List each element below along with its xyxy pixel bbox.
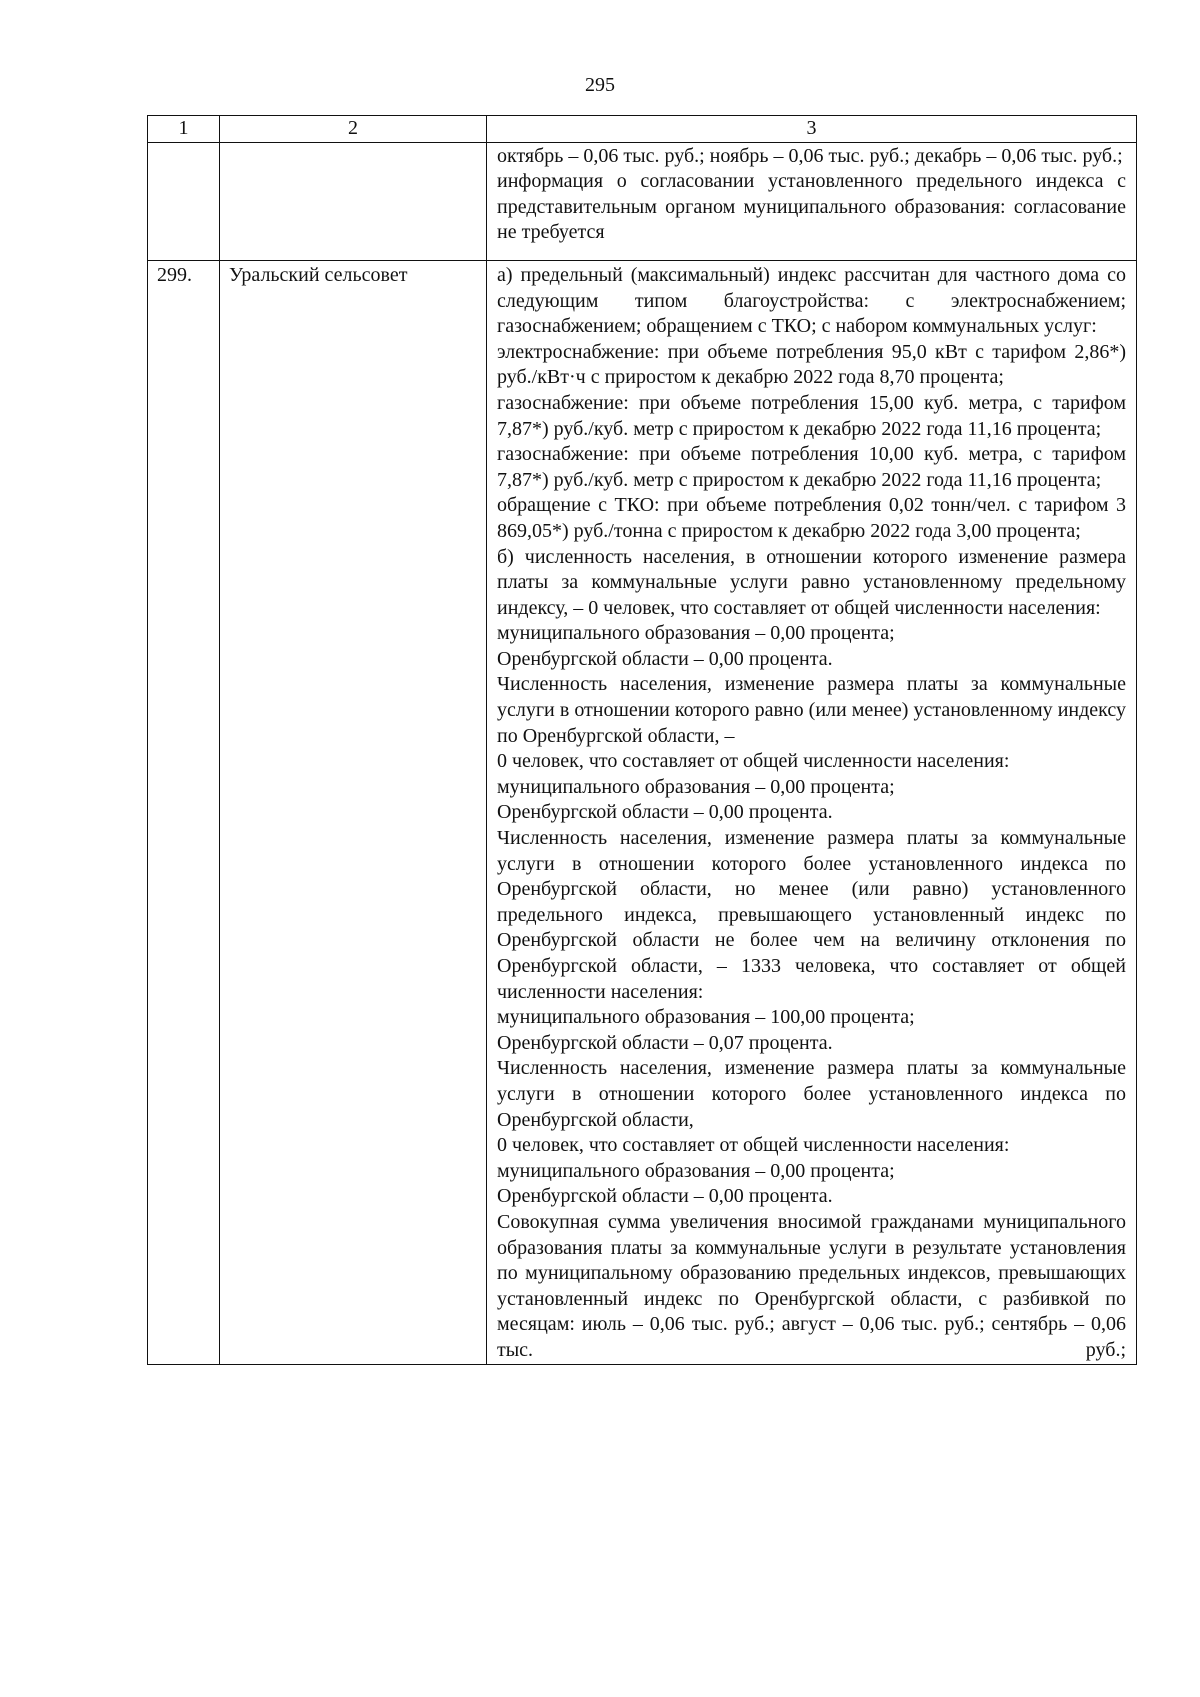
continuation-number-cell [148, 142, 220, 260]
table-header-row [148, 116, 1137, 143]
text-paragraph: октябрь – 0,06 тыс. руб.; ноябрь – 0,06 тыс. руб.; декабрь – 0,06 тыс. руб.; [497, 144, 1123, 167]
text-paragraph: газоснабжение: при объеме потребления 15,00 куб. метра, с тарифом 7,87*) руб./куб. метр с приростом к декабрю 2022 года 11,16 процента; [497, 391, 1126, 440]
text-paragraph: Оренбургской области – 0,00 процента. [497, 1185, 833, 1208]
text-paragraph: информация о согласовании установленного предельного индекса с представительным органом муниципального образования: согласование не требуется [497, 170, 1126, 244]
column-header-1: 1 [148, 116, 220, 143]
text-paragraph: а) предельный (максимальный) индекс рассчитан для частного дома со следующим типом благоустройства: с электроснабжением; газоснабжением; обращением с ТКО; с набором коммунальных услуг: [497, 263, 1126, 338]
column-header-3: 3 [487, 116, 1137, 143]
municipality-name-cell: Уральский сельсовет [220, 260, 487, 1364]
text-paragraph: 0 человек, что составляет от общей численности населения: [497, 1134, 1010, 1157]
row-text-cell [487, 260, 1137, 1364]
text-paragraph: б) численность населения, в отношении которого изменение размера платы за коммунальные услуги равно установленному предельному индексу, – 0 человек, что составляет от общей численности населения: [497, 545, 1126, 619]
text-paragraph: Оренбургской области – 0,07 процента. [497, 1031, 833, 1054]
text-paragraph: Численность населения, изменение размера платы за коммунальные услуги в отношении которого более установленного индекса по Оренбургской области, [497, 1057, 1126, 1131]
text-paragraph: муниципального образования – 0,00 процента; [497, 622, 895, 645]
text-paragraph: муниципального образования – 0,00 процента; [497, 1159, 895, 1182]
text-paragraph: электроснабжение: при объеме потребления 95,0 кВт с тарифом 2,86*) руб./кВт·ч с приростом к декабрю 2022 года 8,70 процента; [497, 340, 1126, 389]
text-paragraph: газоснабжение: при объеме потребления 10,00 куб. метра, с тарифом 7,87*) руб./куб. метр с приростом к декабрю 2022 года 11,16 процента; [497, 443, 1126, 491]
tariff-index-table [147, 115, 1137, 1365]
text-paragraph: Оренбургской области – 0,00 процента. [497, 801, 833, 824]
continuation-text-cell [487, 142, 1137, 260]
text-paragraph: 0 человек, что составляет от общей численности населения: [497, 750, 1010, 773]
text-paragraph: Совокупная сумма увеличения вносимой гражданами муниципального образования платы за коммунальные услуги в результате установления по муниципальному образованию предельных индексов, превышающих установленный индекс по Оренбургской области, с разбивкой по месяцам: июль – 0,06 тыс. руб.; август – 0,06 тыс. руб.; сентябрь – 0,06 тыс. руб.; [497, 1210, 1126, 1361]
table-row-continuation [148, 142, 1137, 260]
text-paragraph: Оренбургской области – 0,00 процента. [497, 647, 833, 670]
table-row [148, 260, 1137, 1364]
column-header-2: 2 [220, 116, 487, 143]
row-number-cell: 299. [148, 260, 220, 1364]
text-paragraph: муниципального образования – 0,00 процента; [497, 775, 895, 798]
text-paragraph: Численность населения, изменение размера платы за коммунальные услуги в отношении которого равно (или менее) установленному индексу по Оренбургской области, – [497, 673, 1126, 747]
page-number: 295 [585, 74, 615, 96]
text-paragraph: муниципального образования – 100,00 процента; [497, 1006, 915, 1029]
text-paragraph: обращение с ТКО: при объеме потребления 0,02 тонн/чел. с тарифом 3 869,05*) руб./тонна с приростом к декабрю 2022 года 3,00 процента; [497, 494, 1126, 542]
continuation-name-cell [220, 142, 487, 260]
text-paragraph: Численность населения, изменение размера платы за коммунальные услуги в отношении которого более установленного индекса по Оренбургской области, но менее (или равно) установленного предельного индекса, превышающего установленный индекс по Оренбургской области не более чем на величину отклонения по Оренбургской области, – 1333 человека, что составляет от общей численности населения: [497, 827, 1126, 1003]
